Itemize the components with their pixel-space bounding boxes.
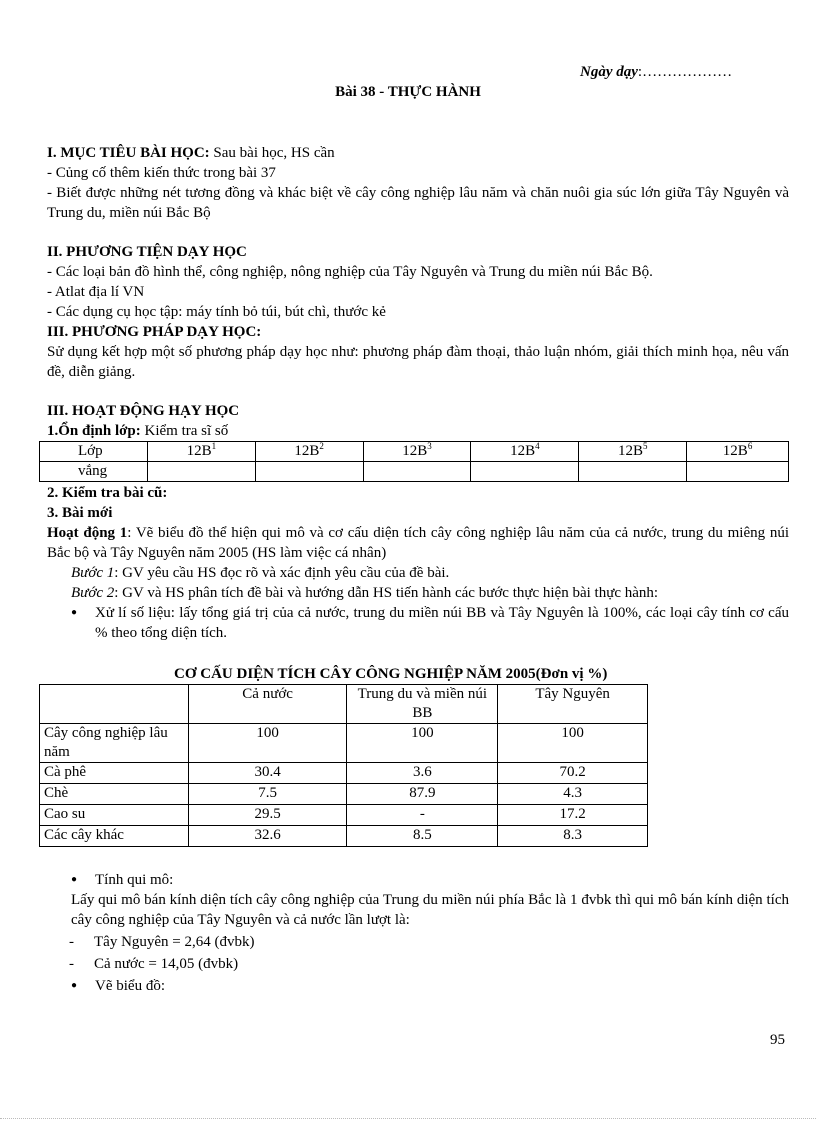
objectives-heading: I. MỤC TIÊU BÀI HỌC:: [47, 145, 210, 161]
table-cell: 8.5: [347, 826, 498, 847]
table-header: Cả nước: [188, 685, 347, 724]
absent-cell: [687, 462, 789, 482]
bullet-text: Xử lí số liệu: lấy tổng giá trị của cả nước, trung du miền núi BB và Tây Nguyên là 100%, các loại cây tính cơ cấu % theo tổng diện tích.: [95, 605, 789, 641]
table-cell: Cây công nghiệp lâu năm: [40, 724, 189, 763]
table-cell: 100: [188, 724, 347, 763]
step2-text: : GV và HS phân tích đề bài và hướng dẫn HS tiến hành các bước thực hiện bài thực hành:: [114, 585, 659, 601]
table-cell: 30.4: [188, 763, 347, 784]
scale-paragraph: Lấy qui mô bán kính diện tích cây công nghiệp của Trung du miền núi phía Bắc là 1 đvbk thì qui mô bán kính diện tích cây công nghiệp của Tây Nguyên và cả nước lần lượt là:: [71, 892, 789, 928]
materials-heading: II. PHƯƠNG TIỆN DẠY HỌC: [47, 244, 247, 260]
date-line: [580, 62, 732, 82]
dash-marker: -: [69, 934, 74, 950]
table-row: [40, 826, 648, 847]
table-cell: 100: [498, 724, 648, 763]
crop-area-table: [39, 684, 648, 847]
class-cell: $12B^3$: [363, 442, 471, 462]
class-cell: $12B^1$: [147, 442, 255, 462]
table-cell: 8.3: [498, 826, 648, 847]
page-bottom-border: [0, 1118, 816, 1119]
table-cell: 29.5: [188, 805, 347, 826]
objectives-intro: Sau bài học, HS cần: [209, 145, 335, 161]
attendance-table: [39, 441, 789, 482]
table-row: [40, 442, 789, 462]
table-cell: -: [347, 805, 498, 826]
table-cell: 87.9: [347, 784, 498, 805]
section-lesson: [47, 483, 789, 643]
absent-cell: [579, 462, 687, 482]
bullet-icon: ●: [71, 607, 78, 618]
bullet-text: Tính qui mô:: [95, 872, 174, 888]
methods-heading: III. PHƯƠNG PHÁP DẠY HỌC:: [47, 324, 262, 340]
step1-text: : GV yêu cầu HS đọc rõ và xác định yêu cầu của đề bài.: [114, 565, 450, 581]
date-dots: :………………: [637, 64, 733, 80]
activity-text: : Vẽ biểu đồ thể hiện qui mô và cơ cấu diện tích cây công nghiệp lâu năm của cả nước, trung du miêng núi Bắc bộ và Tây Nguyên năm 2005 (HS làm việc cá nhân): [47, 525, 789, 561]
item3-heading: 3. Bài mới: [47, 505, 113, 521]
absent-label-cell: vắng: [40, 462, 148, 482]
list-item: [47, 932, 789, 952]
section-objectives: [47, 143, 789, 223]
lesson-title: Bài 38 - THỰC HÀNH: [335, 84, 481, 100]
table-header: Tây Nguyên: [498, 685, 648, 724]
table-cell: 70.2: [498, 763, 648, 784]
step2-label: Bước 2: [71, 585, 115, 601]
table-cell: Cà phê: [40, 763, 189, 784]
absent-cell: [471, 462, 579, 482]
table-row: [40, 462, 789, 482]
bullet-icon: ●: [71, 980, 78, 991]
table-cell: 4.3: [498, 784, 648, 805]
table-cell: Các cây khác: [40, 826, 189, 847]
table-cell: Cao su: [40, 805, 189, 826]
class-cell: $12B^2$: [255, 442, 363, 462]
table-row: [40, 685, 648, 724]
table-caption: CƠ CẤU DIỆN TÍCH CÂY CÔNG NGHIỆP NĂM 2005(Đơn vị %): [174, 666, 608, 682]
class-label-cell: Lớp: [40, 442, 148, 462]
table-row: [40, 784, 648, 805]
absent-cell: [255, 462, 363, 482]
class-cell: $12B^5$: [579, 442, 687, 462]
class-cell: $12B^6$: [687, 442, 789, 462]
step1-label: Bước 1: [71, 565, 115, 581]
table-header: Trung du và miền núi BB: [347, 685, 498, 724]
table-row: [40, 805, 648, 826]
class-cell: $12B^4$: [471, 442, 579, 462]
date-label: Ngày dạy: [580, 64, 638, 80]
table-cell: 17.2: [498, 805, 648, 826]
material-item: - Atlat địa lí VN: [47, 284, 145, 300]
table-header: [40, 685, 189, 724]
item2-heading: 2. Kiểm tra bài cũ:: [47, 485, 168, 501]
list-item: [71, 603, 789, 643]
table-cell: 100: [347, 724, 498, 763]
section-scale: [47, 870, 789, 996]
activities-heading: III. HOẠT ĐỘNG HẠY HỌC: [47, 403, 240, 419]
page-number: 95: [770, 1032, 785, 1048]
section-activities: [47, 401, 789, 441]
section-materials: [47, 242, 789, 382]
activity-label: Hoạt động 1: [47, 525, 128, 541]
dash-marker: -: [69, 956, 74, 972]
item1-text: Kiểm tra sĩ số: [140, 423, 229, 439]
dash-text: Tây Nguyên = 2,64 (đvbk): [94, 934, 255, 950]
table-row: [40, 763, 648, 784]
table-cell: 3.6: [347, 763, 498, 784]
dash-text: Cả nước = 14,05 (đvbk): [94, 956, 239, 972]
material-item: - Các dụng cụ học tập: máy tính bỏ túi, bút chì, thước kẻ: [47, 304, 386, 320]
material-item: - Các loại bản đồ hình thể, công nghiệp, nông nghiệp của Tây Nguyên và Trung du miền núi Bắc Bộ.: [47, 264, 653, 280]
methods-text: Sử dụng kết hợp một số phương pháp dạy học như: phương pháp đàm thoại, thảo luận nhóm, giải thích minh họa, nêu vấn đề, diễn giảng.: [47, 344, 789, 380]
list-item: [71, 976, 789, 996]
table-row: [40, 724, 648, 763]
absent-cell: [363, 462, 471, 482]
objective-item: - Biết được những nét tương đồng và khác biệt về cây công nghiệp lâu năm và chăn nuôi gia súc lớn giữa Tây Nguyên và Trung du, miền núi Bắc Bộ: [47, 185, 789, 221]
absent-cell: [147, 462, 255, 482]
table-cell: 32.6: [188, 826, 347, 847]
item1-label: 1.Ổn định lớp:: [47, 423, 141, 439]
bullet-text: Vẽ biểu đồ:: [95, 978, 165, 994]
list-item: [47, 954, 789, 974]
table-cell: 7.5: [188, 784, 347, 805]
objective-item: - Củng cố thêm kiến thức trong bài 37: [47, 165, 276, 181]
table-cell: Chè: [40, 784, 189, 805]
bullet-icon: ●: [71, 874, 78, 885]
list-item: [71, 870, 789, 890]
